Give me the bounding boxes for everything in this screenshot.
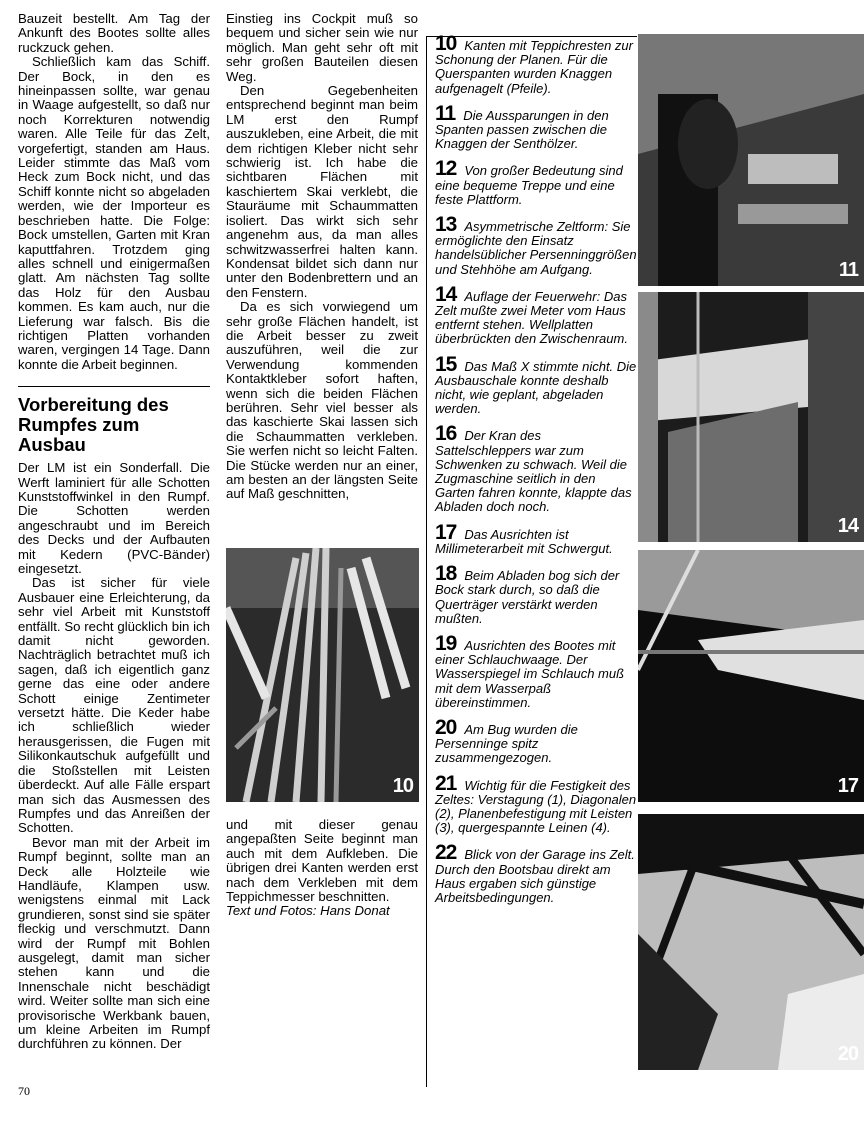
article-column-2-continued	[226, 818, 418, 919]
caption-number: 21	[435, 771, 457, 795]
caption-text: Ausrichten des Bootes mit einer Schlauchwaage. Der Wasserspiegel im Schlauch muß mit dem Wasserpaß übereinstimmen.	[435, 637, 625, 710]
paragraph: Den Gegebenheiten entsprechend beginnt man beim LM erst den Rumpf auszukleben, eine Arbeit, die mit dem richtigen Kleber nicht sehr schwierig ist. Ich habe die sichtbaren Flächen mit kaschiertem Skai verklebt, die Stauräume mit Schaummatten isoliert. Das wirkt sich sehr angenehm aus, da man alles schwitzwasserfrei halten kann. Kondensat bildet sich dann nur unter den Bodenbrettern und an den Fenstern.	[226, 83, 418, 300]
caption-text: Das Maß X stimmte nicht. Die Ausbauschale konnte deshalb nicht, wie geplant, abgeladen werden.	[435, 358, 637, 417]
photo-17-ausrichten	[638, 550, 864, 802]
caption-text: Die Aussparungen in den Spanten passen zwischen die Knaggen der Senthölzer.	[435, 107, 609, 152]
caption-11	[435, 101, 637, 152]
caption-number: 19	[435, 631, 457, 655]
caption-17	[435, 520, 637, 556]
caption-16	[435, 422, 637, 515]
photo-14-wellplatten	[638, 292, 864, 542]
caption-number: 14	[435, 282, 457, 306]
caption-number: 22	[435, 841, 457, 865]
caption-number: 17	[435, 520, 457, 544]
caption-22	[435, 841, 637, 905]
caption-21	[435, 771, 637, 836]
caption-text: Das Ausrichten ist Millimeterarbeit mit Schwergut.	[435, 526, 613, 556]
photo-10-timber	[226, 548, 419, 802]
page-number: 70	[18, 1084, 30, 1098]
photo-number: 11	[838, 259, 858, 281]
caption-14	[435, 282, 637, 347]
caption-text: Am Bug wurden die Persenninge spitz zusammengezogen.	[435, 721, 578, 766]
article-column-2	[226, 12, 418, 502]
photo-number: 14	[837, 515, 858, 537]
caption-text: Auflage der Feuerwehr: Das Zelt mußte zwei Meter vom Haus entfernt stehen. Wellplatten überbrückten den Zwischenraum.	[435, 288, 628, 347]
photo-number: 20	[837, 1043, 858, 1065]
caption-18	[435, 562, 637, 626]
photo-11-spanten	[638, 34, 864, 286]
section-heading: Vorbereitung des Rumpfes zum Ausbau	[18, 386, 210, 455]
paragraph: Bauzeit bestellt. Am Tag der Ankunft des Bootes sollte alles ruckzuck gehen.	[18, 11, 210, 55]
caption-13	[435, 213, 637, 277]
article-column-1	[18, 12, 210, 1052]
caption-text: Kanten mit Teppichresten zur Schonung der Planen. Für die Querspanten wurden Knaggen aufgenagelt (Pfeile).	[435, 38, 633, 96]
caption-20	[435, 715, 637, 766]
photo-number: 17	[837, 775, 858, 797]
caption-10	[435, 32, 637, 96]
paragraph: Schließlich kam das Schiff. Der Bock, in den es hineinpassen sollte, war genau in Waage aufgestellt, so daß nur noch Korrekturen notwendig waren. Alle Teile für das Zelt, vorgefertigt, standen am Haus. Leider stimmte das Maß vom Heck zum Bock nicht, und das Schiff konnte nicht so abgeladen werden, wie der Importeur es beschrieben hatte. Die Folge: Bock umstellen, Garten mit Kran kaputtfahren. Trotzdem ging alles schnell und einigermaßen glatt. Am nächsten Tag sollte das Holz für den Ausbau kommen. Es kam auch, nur die Lieferung war falsch. Bis die richtigen Platten vorhanden waren, vergingen 14 Tage. Dann konnte die Arbeit beginnen.	[18, 54, 210, 372]
photo-captions	[426, 32, 637, 1087]
paragraph: Da es sich vorwiegend um sehr große Flächen handelt, ist die Arbeit besser zu zweit auszuführen, weil die zur Verwendung kommenden Kontaktkleber sofort haften, wenn sich die beiden Flächen berühren. Sehr viel besser als das kaschierte Skai lassen sich die Schaummatten verkleben. Sie werfen nicht so leicht Falten. Die Stücke werden nur an einer, am besten an der längsten Seite auf Maß geschnitten,	[226, 299, 418, 502]
caption-15	[435, 352, 637, 417]
photo-number: 10	[392, 775, 413, 797]
caption-number: 12	[435, 157, 457, 181]
caption-19	[435, 631, 637, 710]
caption-text: Beim Abladen bog sich der Bock stark durch, so daß die Querträger verstärkt werden mußten.	[435, 568, 620, 626]
caption-number: 18	[435, 562, 457, 586]
caption-number: 16	[435, 422, 457, 446]
caption-number: 10	[435, 32, 457, 55]
author-credit: Text und Fotos: Hans Donat	[226, 903, 390, 919]
caption-number: 13	[435, 213, 457, 237]
caption-number: 11	[435, 101, 456, 125]
caption-text: Von großer Bedeutung sind eine bequeme Treppe und eine feste Plattform.	[435, 163, 623, 207]
paragraph: Bevor man mit der Arbeit im Rumpf beginnt, sollte man an Deck alle Holzteile wie Handläufe, Klampen usw. wenigstens einmal mit Lack grundieren, sonst sind sie später fleckig und verschmutzt. Dann wird der Rumpf mit Bohlen ausgelegt, damit man sicher stehen kann und die Innenschale nicht beschädigt wird. Weiter sollte man sich eine provisorische Werkbank bauen, um kleine Arbeiten im Rumpf durchführen zu können. Der	[18, 834, 210, 1052]
caption-number: 15	[435, 352, 457, 376]
caption-text: Blick von der Garage ins Zelt. Durch den Bootsbau direkt am Haus ergaben sich günstige Arbeitsbedingungen.	[435, 847, 635, 905]
caption-text: Wichtig für die Festigkeit des Zeltes: Verstagung (1), Diagonalen (2), Planenbefestigung mit Leisten (3), quergespannte Leinen (4).	[435, 777, 637, 836]
caption-12	[435, 157, 637, 207]
paragraph: Der LM ist ein Sonderfall. Die Werft laminiert für alle Schotten Kunststoffwinkel in den Rumpf. Die Schotten werden angeschraubt und im Bereich des Decks und der Aufbauten mit Kedern (PVC-Bänder) eingesetzt.	[18, 460, 210, 576]
paragraph: und mit dieser genau angepaßten Seite beginnt man auch mit dem Aufkleben. Die übrigen drei Kanten werden erst nach dem Verkleben mit dem Teppichmesser beschnitten.	[226, 817, 418, 905]
paragraph: Das ist sicher für viele Ausbauer eine Erleichterung, da sehr viel Arbeit mit Kunststoff entfällt. So recht glücklich bin ich damit nicht geworden. Nachträglich betrachtet muß ich sagen, daß ich eigentlich ganz gerne das eine oder andere Schott einige Zentimeter versetzt hätte. Die Keder habe ich schließlich wieder herausgerissen, die Fugen mit Silikonkautschuk aufgefüllt und die Stoßstellen mit Leisten überdeckt. Auf alle Fälle erspart man sich das Ausmessen des Rumpfes und das Anreißen der Schotten.	[18, 575, 210, 836]
paragraph: Einstieg ins Cockpit muß so bequem und sicher sein wie nur möglich. Man geht sehr oft mit sehr großen Bauteilen diesen Weg.	[226, 11, 418, 84]
photo-20-bug	[638, 814, 864, 1070]
caption-text: Asymmetrische Zeltform: Sie ermöglichte den Einsatz handelsüblicher Persenninggrößen und Stehhöhe am Aufgang.	[435, 219, 637, 277]
caption-number: 20	[435, 715, 457, 739]
caption-text: Der Kran des Sattelschleppers war zum Schwenken zu schwach. Weil die Zugmaschine seitlich in den Garten fahren konnte, klappte das Abladen doch noch.	[435, 428, 632, 515]
